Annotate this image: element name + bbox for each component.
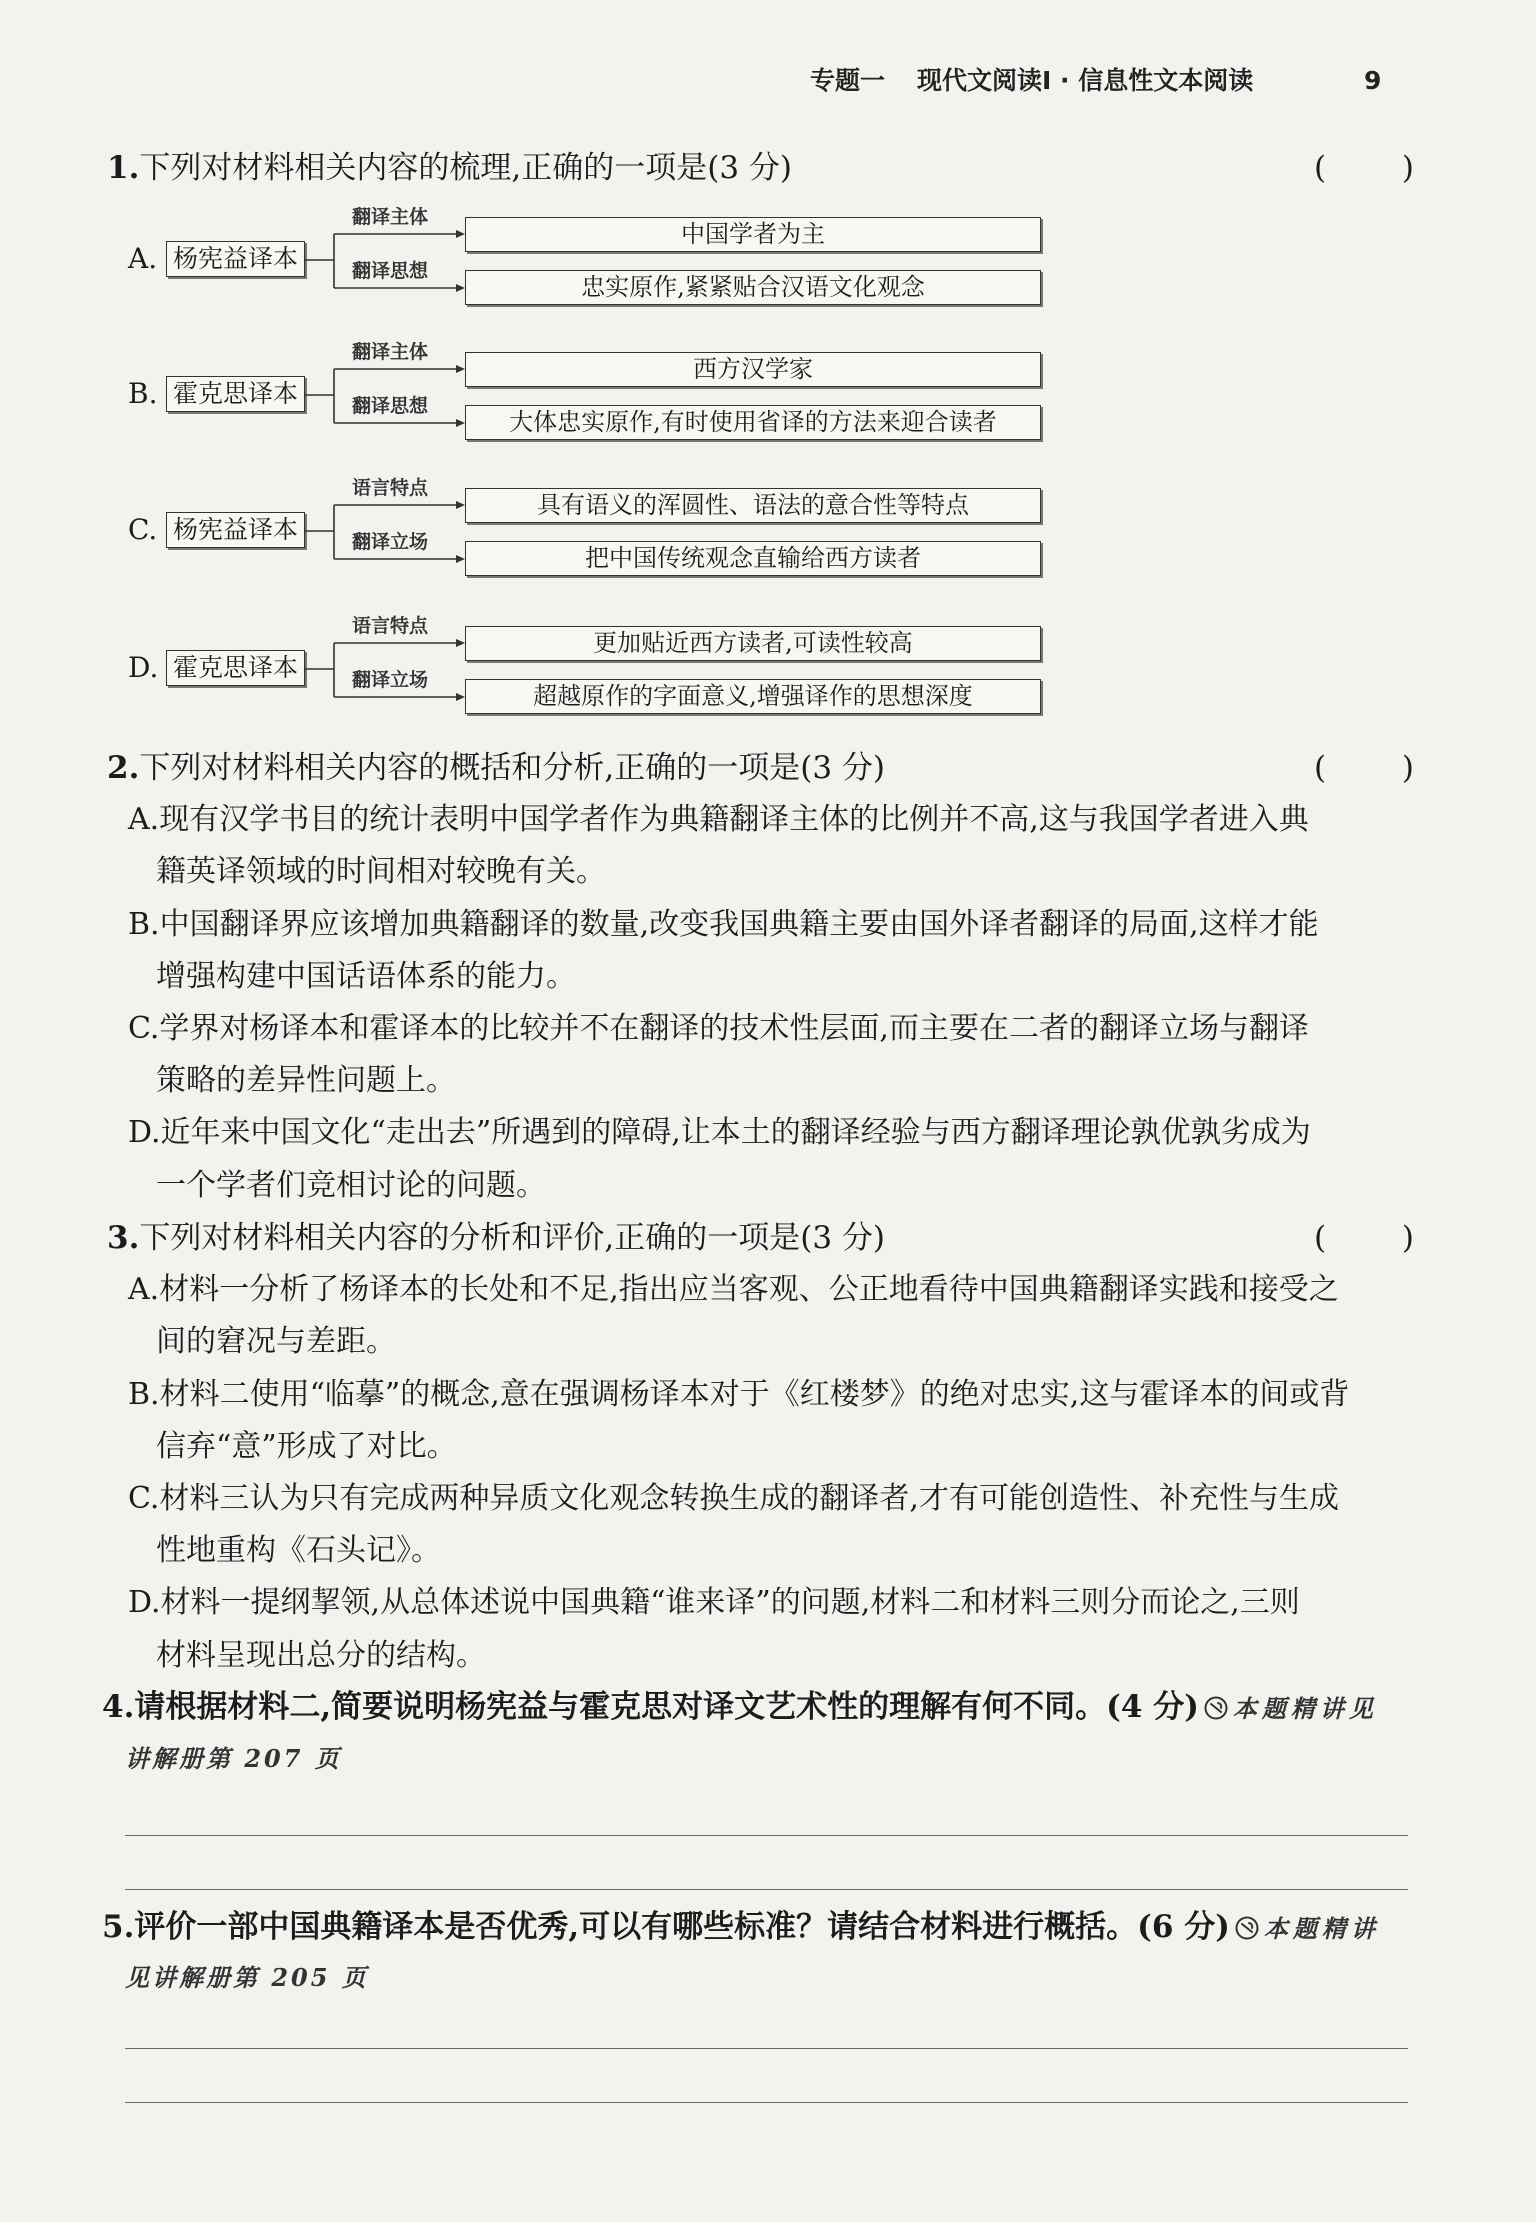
branch-content-box: 具有语义的浑圆性、语法的意合性等特点 — [465, 488, 1041, 523]
question-text: 下列对材料相关内容的分析和评价,正确的一项是 — [139, 1220, 801, 1256]
answer-line — [125, 2102, 1408, 2103]
q3-option-b — [107, 1369, 1427, 1421]
option-text: 学界对杨译本和霍译本的比较并不在翻译的技术性层面,而主要在二者的翻译立场与翻译 — [159, 1010, 1309, 1046]
q1-option-a — [0, 203, 1100, 310]
question-text: 下列对材料相关内容的概括和分析,正确的一项是 — [139, 750, 801, 786]
bracket-open: ( — [1314, 150, 1327, 186]
option-label: D. — [128, 651, 159, 684]
option-label: D. — [128, 1115, 161, 1151]
q3-option-a — [107, 1264, 1427, 1316]
branch-tag: 翻译立场 — [352, 531, 429, 553]
question-score: (6 分) — [1137, 1909, 1230, 1945]
branch-tag: 翻译主体 — [352, 341, 429, 363]
explanation-icon — [1203, 1695, 1229, 1721]
question-number: 4. — [102, 1689, 135, 1725]
branch-content-box: 超越原作的字面意义,增强译作的思想深度 — [465, 679, 1041, 714]
option-label: B. — [128, 377, 158, 410]
branch-tag: 翻译思想 — [352, 395, 429, 417]
option-text: 材料一提纲挈领,从总体述说中国典籍“谁来译”的问题,材料二和材料三则分而论之,三则 — [160, 1585, 1300, 1621]
explanation-note: 本题精讲 — [1263, 1914, 1380, 1943]
question-4-stem — [102, 1681, 1378, 1733]
answer-line — [125, 2048, 1408, 2049]
option-text-continued: 间的窘况与差距。 — [156, 1324, 396, 1360]
question-text: 请根据材料二,简要说明杨宪益与霍克思对译文艺术性的理解有何不同。 — [134, 1689, 1107, 1725]
answer-line — [125, 1889, 1408, 1890]
option-text-continued: 材料呈现出总分的结构。 — [156, 1637, 486, 1673]
option-label: A. — [128, 1272, 160, 1308]
q2-option-c — [107, 1003, 1427, 1055]
branch-content-box: 大体忠实原作,有时使用省译的方法来迎合读者 — [465, 405, 1041, 440]
subject-box: 霍克思译本 — [166, 376, 305, 412]
q1-option-d — [0, 612, 1100, 719]
option-label: A. — [128, 242, 158, 275]
question-score: (4 分) — [1106, 1689, 1199, 1725]
q3-option-c — [107, 1473, 1427, 1525]
option-label: C. — [128, 1480, 160, 1516]
question-3 — [107, 1212, 1427, 1682]
bracket-close: ) — [1401, 750, 1414, 786]
question-2 — [107, 742, 1427, 1212]
q1-option-c — [0, 474, 1100, 581]
option-text: 近年来中国文化“走出去”所遇到的障碍,让本土的翻译经验与西方翻译理论孰优孰劣成为 — [160, 1115, 1311, 1151]
answer-line — [125, 1835, 1408, 1836]
explanation-note-continued: 见讲解册第 205 页 — [125, 1963, 369, 1992]
question-number: 1. — [107, 150, 140, 186]
bracket-close: ) — [1401, 1220, 1414, 1256]
question-number: 5. — [102, 1909, 135, 1945]
question-score: (3 分) — [800, 750, 885, 786]
bracket-open: ( — [1314, 750, 1327, 786]
question-2-stem — [107, 742, 1427, 794]
bracket-close: ) — [1401, 150, 1414, 186]
option-label: B. — [128, 906, 160, 942]
question-number: 2. — [107, 750, 140, 786]
header-topic: 专题一 — [810, 66, 886, 95]
option-text-continued: 信弃“意”形成了对比。 — [156, 1428, 457, 1464]
question-5-stem — [102, 1901, 1380, 1953]
branch-tag: 语言特点 — [352, 477, 429, 499]
option-text: 现有汉学书目的统计表明中国学者作为典籍翻译主体的比例并不高,这与我国学者进入典 — [159, 802, 1309, 838]
option-text: 材料三认为只有完成两种异质文化观念转换生成的翻译者,才有可能创造性、补充性与生成 — [159, 1480, 1339, 1516]
q2-option-d — [107, 1107, 1427, 1159]
branch-tag: 翻译主体 — [352, 206, 429, 228]
branch-tag: 翻译思想 — [352, 260, 429, 282]
option-text-continued: 性地重构《石头记》。 — [156, 1533, 441, 1569]
option-label: B. — [128, 1376, 160, 1412]
question-3-stem — [107, 1212, 1427, 1264]
option-text: 材料二使用“临摹”的概念,意在强调杨译本对于《红楼梦》的绝对忠实,这与霍译本的间或背 — [159, 1376, 1350, 1412]
q2-option-a — [107, 794, 1427, 846]
option-label: D. — [128, 1585, 161, 1621]
header-section: 现代文阅读Ⅰ · 信息性文本阅读 — [917, 66, 1254, 95]
subject-box: 杨宪益译本 — [166, 241, 305, 277]
q2-option-b — [107, 899, 1427, 951]
explanation-note-continued: 讲解册第 207 页 — [125, 1744, 342, 1773]
branch-content-box: 把中国传统观念直输给西方读者 — [465, 541, 1041, 576]
option-text: 中国翻译界应该增加典籍翻译的数量,改变我国典籍主要由国外译者翻译的局面,这样才能 — [159, 906, 1319, 942]
subject-box: 杨宪益译本 — [166, 512, 305, 548]
option-text-continued: 策略的差异性问题上。 — [156, 1063, 456, 1099]
question-score: (3 分) — [800, 1220, 885, 1256]
option-label: C. — [128, 513, 158, 546]
answer-bracket — [1314, 742, 1414, 794]
question-number: 3. — [107, 1220, 140, 1256]
question-text: 下列对材料相关内容的梳理,正确的一项是 — [139, 150, 708, 186]
option-text-continued: 增强构建中国话语体系的能力。 — [156, 958, 576, 994]
answer-bracket — [1314, 142, 1414, 194]
subject-box: 霍克思译本 — [166, 650, 305, 686]
bracket-open: ( — [1314, 1220, 1327, 1256]
branch-content-box: 更加贴近西方读者,可读性较高 — [465, 626, 1041, 661]
explanation-note: 本题精讲见 — [1232, 1694, 1378, 1723]
option-text-continued: 一个学者们竞相讨论的问题。 — [156, 1167, 546, 1203]
branch-tag: 语言特点 — [352, 615, 429, 637]
branch-content-box: 忠实原作,紧紧贴合汉语文化观念 — [465, 270, 1041, 305]
question-1-stem — [107, 142, 792, 194]
q1-option-b — [0, 338, 1100, 445]
explanation-icon — [1234, 1915, 1260, 1941]
question-text: 评价一部中国典籍译本是否优秀,可以有哪些标准？请结合材料进行概括。 — [134, 1909, 1138, 1945]
option-text-continued: 籍英译领域的时间相对较晚有关。 — [156, 854, 606, 890]
branch-content-box: 中国学者为主 — [465, 217, 1041, 252]
option-label: A. — [128, 802, 160, 838]
option-label: C. — [128, 1010, 160, 1046]
q3-option-d — [107, 1577, 1427, 1629]
branch-tag: 翻译立场 — [352, 669, 429, 691]
question-score: (3 分) — [707, 150, 792, 186]
option-text: 材料一分析了杨译本的长处和不足,指出应当客观、公正地看待中国典籍翻译实践和接受之 — [159, 1272, 1339, 1308]
page-number: 9 — [1364, 66, 1382, 95]
answer-bracket — [1314, 1212, 1414, 1264]
branch-content-box: 西方汉学家 — [465, 352, 1041, 387]
